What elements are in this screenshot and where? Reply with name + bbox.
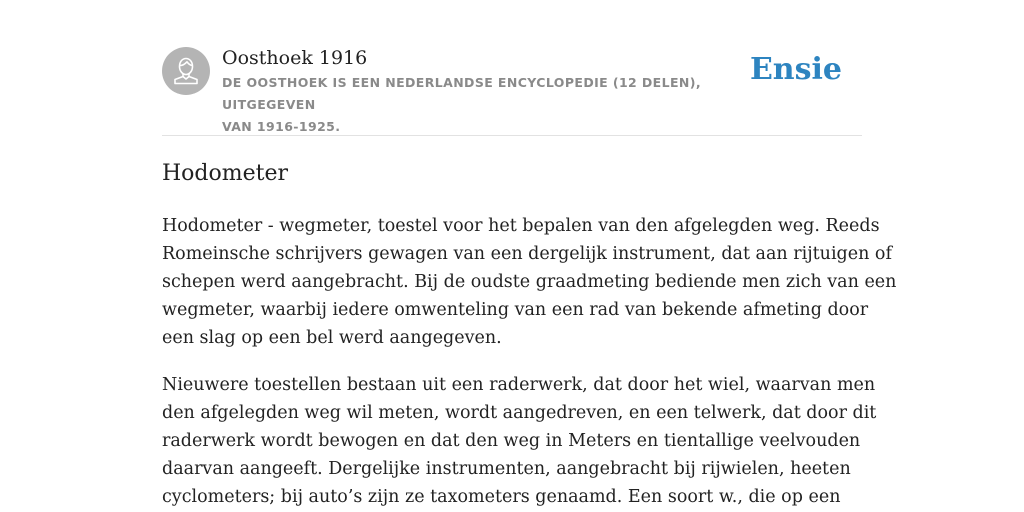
header-divider xyxy=(162,135,862,136)
source-header xyxy=(162,46,862,136)
paragraph-line: een slag op een bel werd aangegeven. xyxy=(162,328,502,348)
source-description xyxy=(222,72,762,138)
user-icon xyxy=(162,47,210,95)
source-title[interactable]: Oosthoek 1916 xyxy=(222,47,368,69)
source-description-line: DE OOSTHOEK IS EEN NEDERLANDSE ENCYCLOPEDIE (12 DELEN), UITGEGEVEN xyxy=(222,75,702,112)
paragraph-line: schepen werd aangebracht. Bij de oudste graadmeting bediende men zich van een xyxy=(162,272,897,292)
entry-title: Hodometer xyxy=(162,161,289,186)
article xyxy=(162,158,897,511)
paragraph-line: Romeinsche schrijvers gewagen van een dergelijk instrument, dat aan rijtuigen of xyxy=(162,244,892,264)
article-paragraph xyxy=(162,212,897,352)
paragraph-line: raderwerk wordt bewogen en dat den weg in Meters en tientallige veelvouden xyxy=(162,431,861,451)
ensie-logo-link[interactable]: Ensie xyxy=(749,52,842,87)
paragraph-line: wegmeter, waarbij iedere omwenteling van een rad van bekende afmeting door xyxy=(162,300,869,320)
article-paragraph xyxy=(162,371,877,511)
paragraph-line: Nieuwere toestellen bestaan uit een raderwerk, dat door het wiel, waarvan men xyxy=(162,375,876,395)
avatar[interactable] xyxy=(162,47,210,95)
paragraph-line: den afgelegden weg wil meten, wordt aangedreven, en een telwerk, dat door dit xyxy=(162,403,877,423)
paragraph-line: daarvan aangeeft. Dergelijke instrumenten, aangebracht bij rijwielen, heeten xyxy=(162,459,851,479)
paragraph-line: Hodometer - wegmeter, toestel voor het bepalen van den afgelegden weg. Reeds xyxy=(162,216,880,236)
paragraph-line: cyclometers; bij auto’s zijn ze taxometers genaamd. Een soort w., die op een xyxy=(162,487,841,507)
source-description-line: VAN 1916-1925. xyxy=(222,119,341,134)
